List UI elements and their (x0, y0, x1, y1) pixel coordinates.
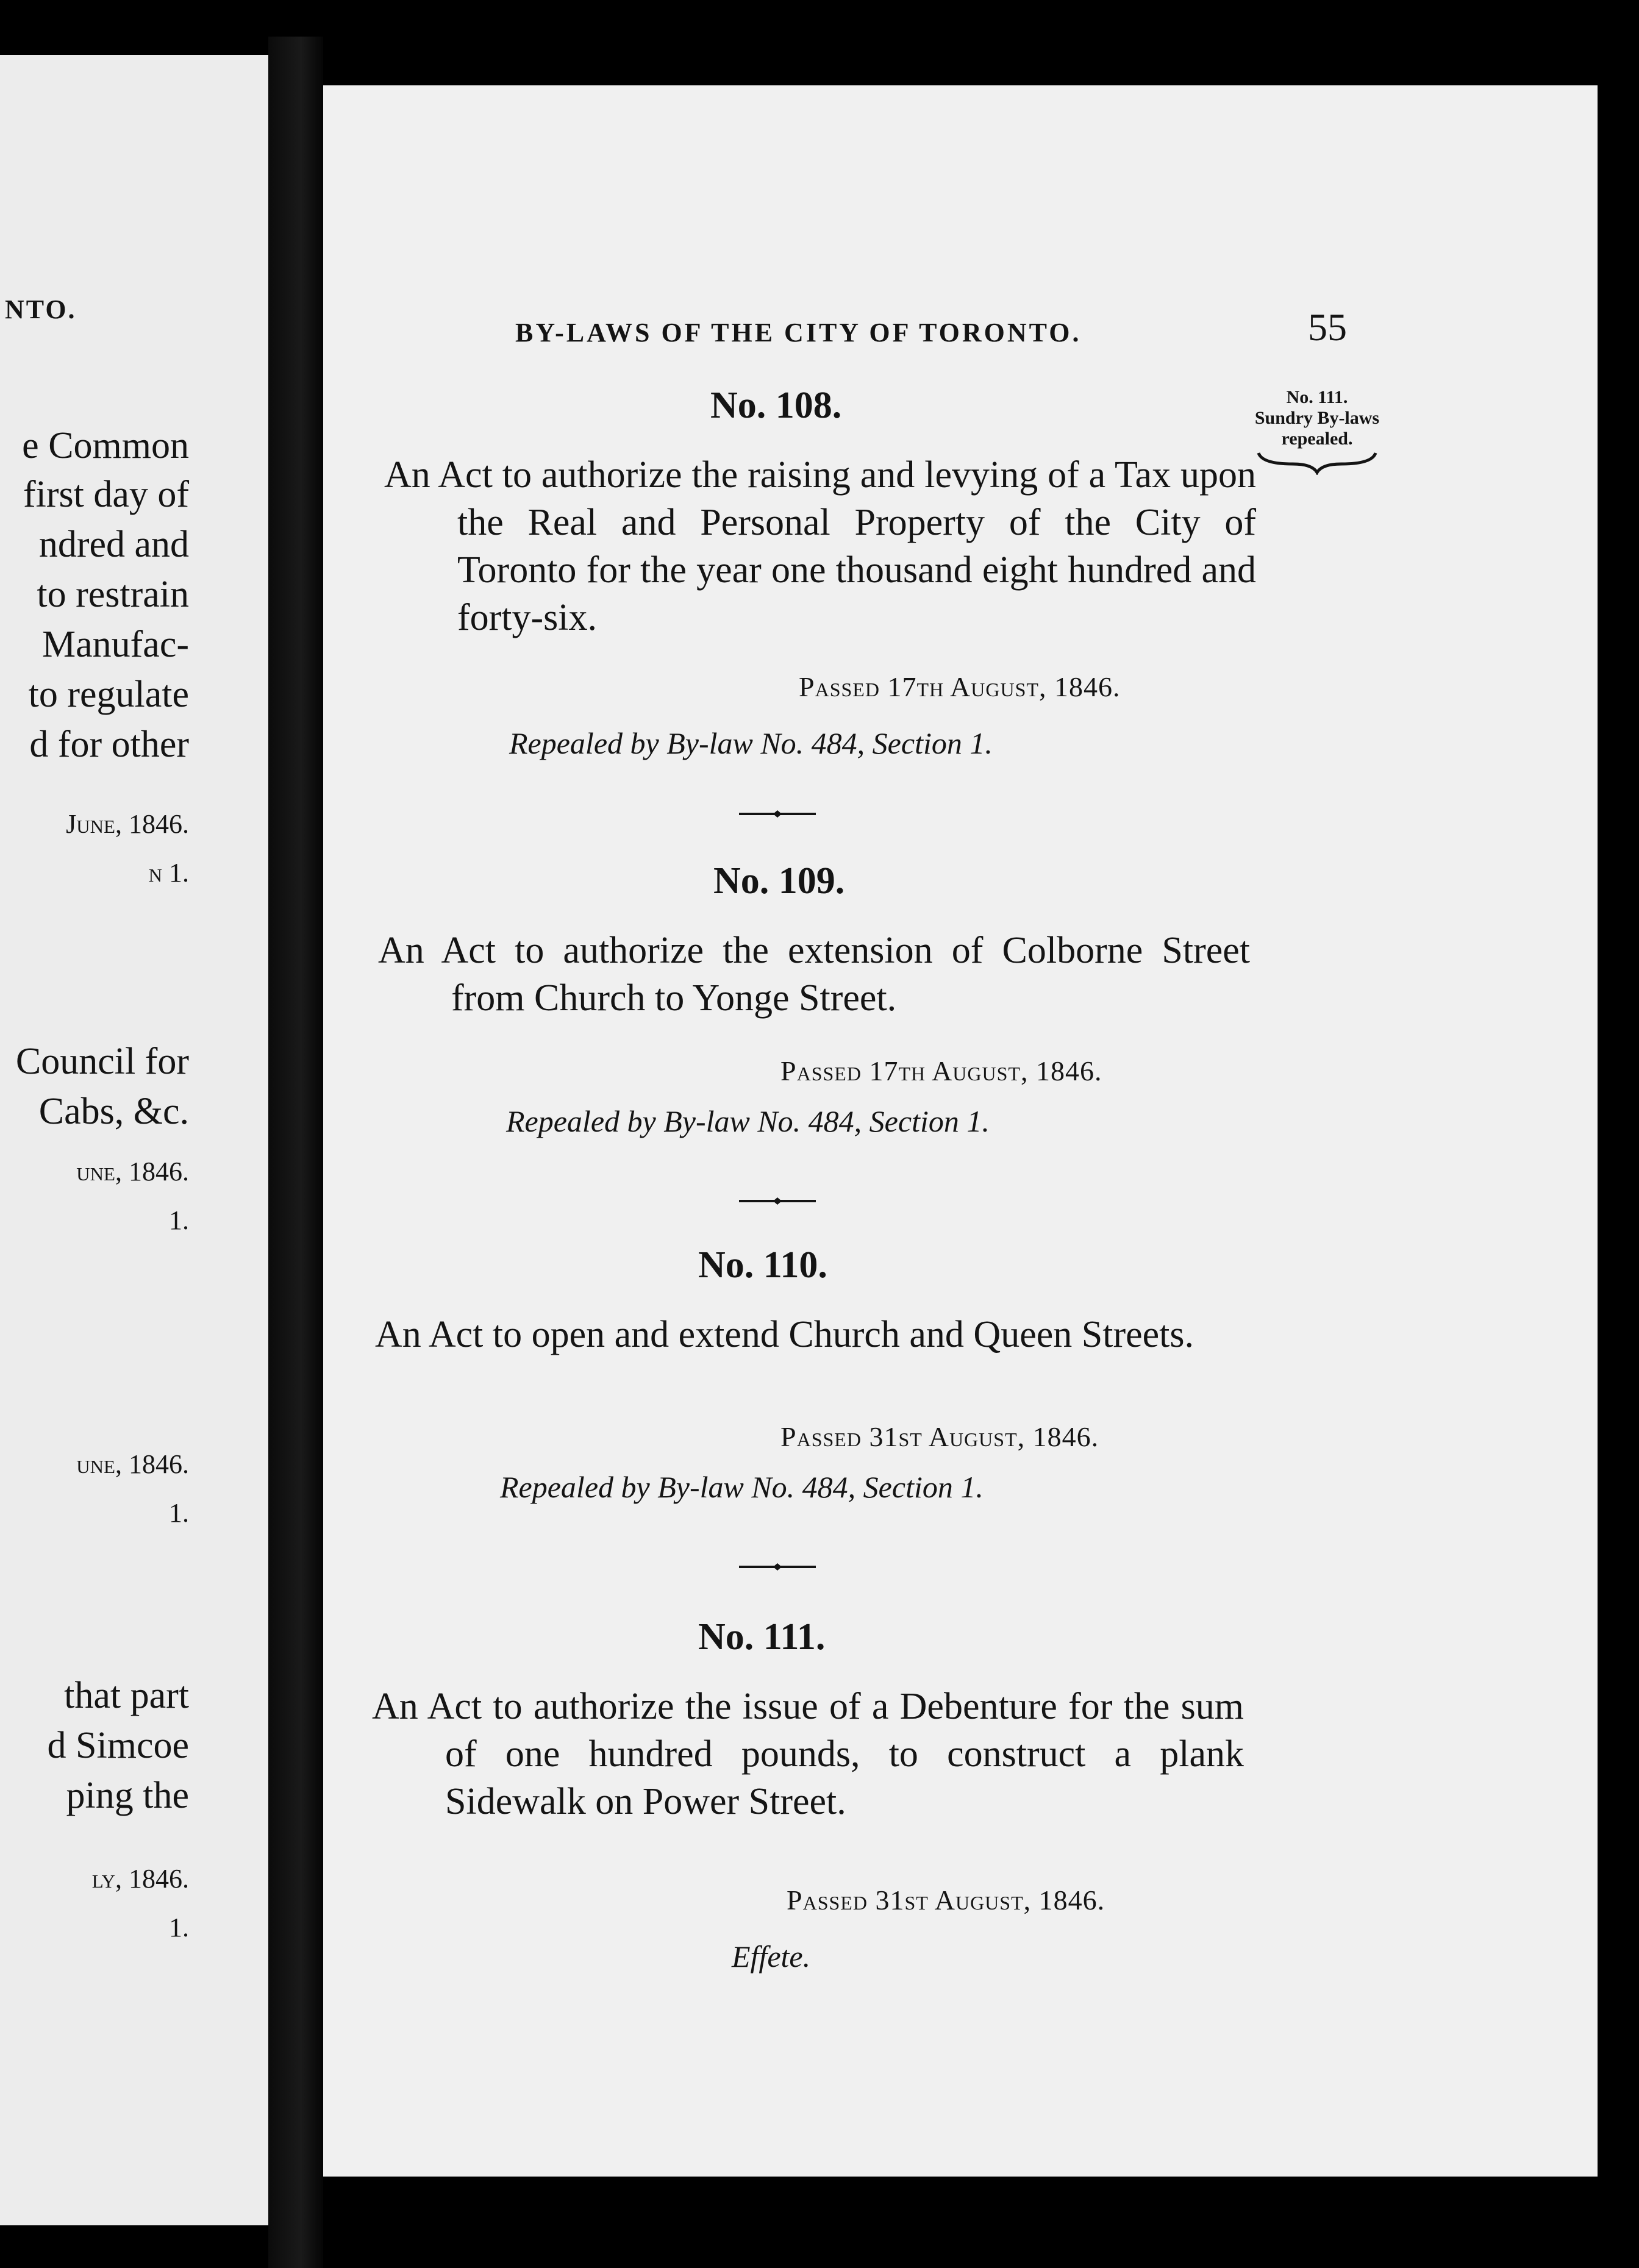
page (323, 85, 1598, 2177)
previous-page-text-line: ping the (66, 1775, 189, 1816)
previous-page-text-line: 1. (169, 1205, 189, 1235)
previous-page-text-line: Cabs, &c. (38, 1091, 189, 1132)
previous-page-fragment (0, 55, 268, 2225)
bylaw-title: An Act to open and extend Church and Queen Streets. (375, 1314, 1194, 1355)
previous-page-text-line: Council for (15, 1041, 189, 1082)
previous-page-text-line: e Common (22, 425, 189, 466)
bylaw-passed-date: Passed 31st August, 1846. (787, 1885, 1105, 1916)
bylaw-passed-date: Passed 17th August, 1846. (780, 1055, 1102, 1086)
previous-page-text-line: 1. (169, 1913, 189, 1942)
bylaw-title: An Act to authorize the extension of Colborne Street from Church to Yonge Street. (378, 930, 1250, 1019)
previous-page-text-line: une, 1846. (76, 1449, 189, 1479)
previous-page-running-title: NTO. (5, 294, 77, 324)
bylaw-number: No. 110. (698, 1244, 827, 1286)
bylaw-status: Repealed by By-law No. 484, Section 1. (509, 726, 993, 760)
bylaw-number: No. 111. (698, 1616, 826, 1658)
previous-page-text-line: ly, 1846. (91, 1864, 189, 1894)
previous-page-text-line: d Simcoe (47, 1725, 189, 1766)
curly-brace-icon (1256, 451, 1378, 475)
bylaw-passed-date: Passed 31st August, 1846. (780, 1421, 1099, 1452)
previous-page-text-line: une, 1846. (76, 1157, 189, 1186)
bylaw-status: Repealed by By-law No. 484, Section 1. (506, 1104, 990, 1138)
section-divider (738, 1561, 817, 1573)
bylaw-passed-date: Passed 17th August, 1846. (799, 671, 1121, 702)
previous-page-text-line: d for other (29, 724, 189, 765)
page-number: 55 (1308, 305, 1347, 349)
margin-note-line: No. 111. (1286, 387, 1348, 407)
bylaw-title: An Act to authorize the issue of a Debenture for the sum of one hundred pounds, to construct a plank Sidewalk on Power Street. (372, 1686, 1244, 1822)
previous-page-text-line: n 1. (148, 858, 189, 888)
previous-page-text-line: first day of (23, 474, 189, 515)
previous-page-text-line: to restrain (37, 574, 189, 615)
bylaw-status: Effete. (732, 1939, 811, 1974)
margin-note-line: Sundry By-laws (1254, 408, 1380, 428)
previous-page-text-line: 1. (169, 1498, 189, 1528)
bylaw-number: No. 109. (713, 860, 845, 902)
previous-page-text-line: to regulate (28, 674, 189, 715)
previous-page-text-line: Manufac- (42, 624, 189, 665)
running-title: BY-LAWS OF THE CITY OF TORONTO. (515, 318, 1082, 348)
book-spine (268, 37, 323, 2268)
previous-page-text-line: that part (64, 1675, 189, 1716)
section-divider (738, 1195, 817, 1207)
section-divider (738, 808, 817, 820)
margin-note-line: repealed. (1281, 429, 1353, 449)
bylaw-title: An Act to authorize the raising and levying of a Tax upon the Real and Personal Property of the City of Toronto for the year one thousand eight hundred and forty-six. (384, 454, 1256, 638)
bylaw-number: No. 108. (710, 385, 842, 426)
bylaw-status: Repealed by By-law No. 484, Section 1. (500, 1470, 984, 1504)
previous-page-text-line: June, 1846. (66, 809, 189, 839)
previous-page-text-line: ndred and (38, 524, 189, 565)
